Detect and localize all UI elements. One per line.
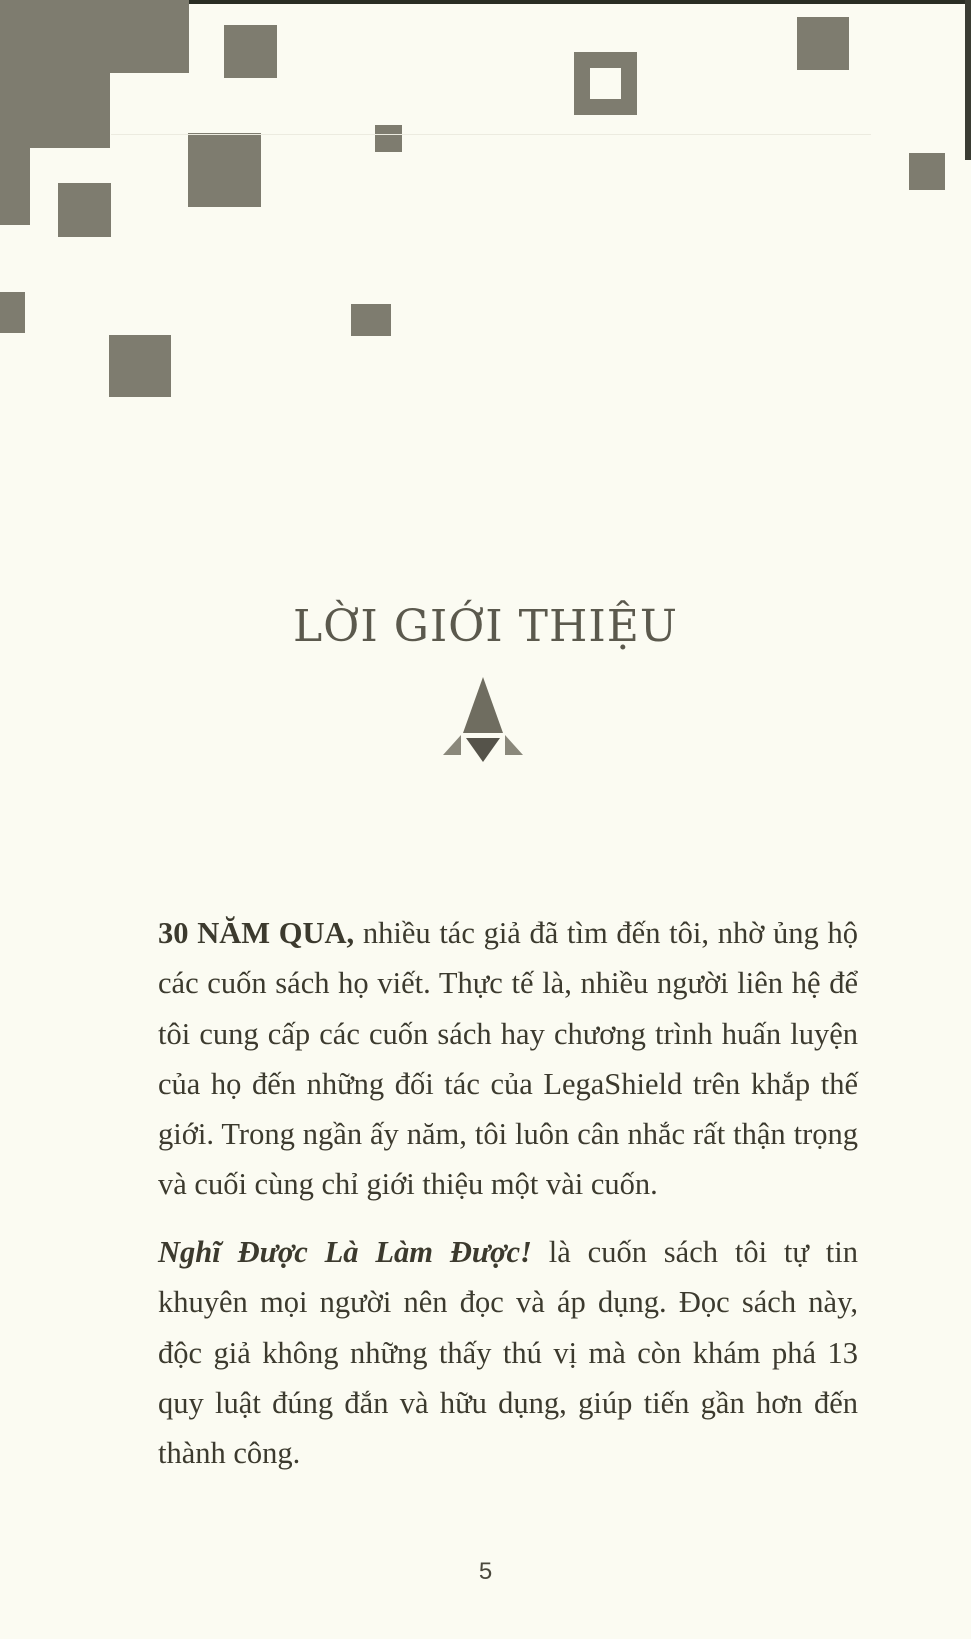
decor-square bbox=[58, 183, 111, 237]
intro-paragraph-2 bbox=[158, 1227, 858, 1478]
page-right-edge bbox=[965, 0, 971, 160]
header-rule bbox=[111, 134, 871, 135]
decor-square bbox=[188, 133, 261, 207]
decor-square bbox=[375, 125, 402, 152]
book-title: Nghĩ Được Là Làm Được! bbox=[158, 1235, 532, 1269]
intro-paragraph-1 bbox=[158, 908, 858, 1210]
page-number: 5 bbox=[478, 1558, 493, 1585]
decor-square bbox=[351, 304, 391, 336]
page-title-text: LỜI GIỚI THIỆU bbox=[293, 601, 678, 653]
decor-square bbox=[797, 17, 849, 70]
decor-square bbox=[109, 335, 171, 397]
paragraph-text: là cuốn sách tôi tự tin khuyên mọi người nên đọc và áp dụng. Đọc sách này, độc giả không những thấy thú vị mà còn khám phá 13 quy luật đúng đắn và hữu dụng, giúp tiến gần hơn đến thành công. bbox=[158, 1235, 858, 1471]
decor-block bbox=[0, 148, 30, 225]
decor-square bbox=[224, 25, 277, 78]
page-title bbox=[0, 601, 971, 652]
paragraph-lead: 30 NĂM QUA, bbox=[158, 916, 355, 950]
decor-hollow-square bbox=[574, 52, 637, 115]
decor-block bbox=[0, 73, 110, 148]
triangle-ornament-icon bbox=[440, 675, 526, 765]
decor-square bbox=[0, 292, 25, 333]
paragraph-text: nhiều tác giả đã tìm đến tôi, nhờ ủng hộ các cuốn sách họ viết. Thực tế là, nhiều người liên hệ để tôi cung cấp các cuốn sách hay chương trình huấn luyện của họ đến những đối tác của LegaShield trên khắp thế giới. Trong ngần ấy năm, tôi luôn cân nhắc rất thận trọng và cuối cùng chỉ giới thiệu một vài cuốn. bbox=[158, 916, 858, 1202]
decor-square bbox=[909, 153, 945, 190]
decor-block bbox=[0, 0, 189, 73]
